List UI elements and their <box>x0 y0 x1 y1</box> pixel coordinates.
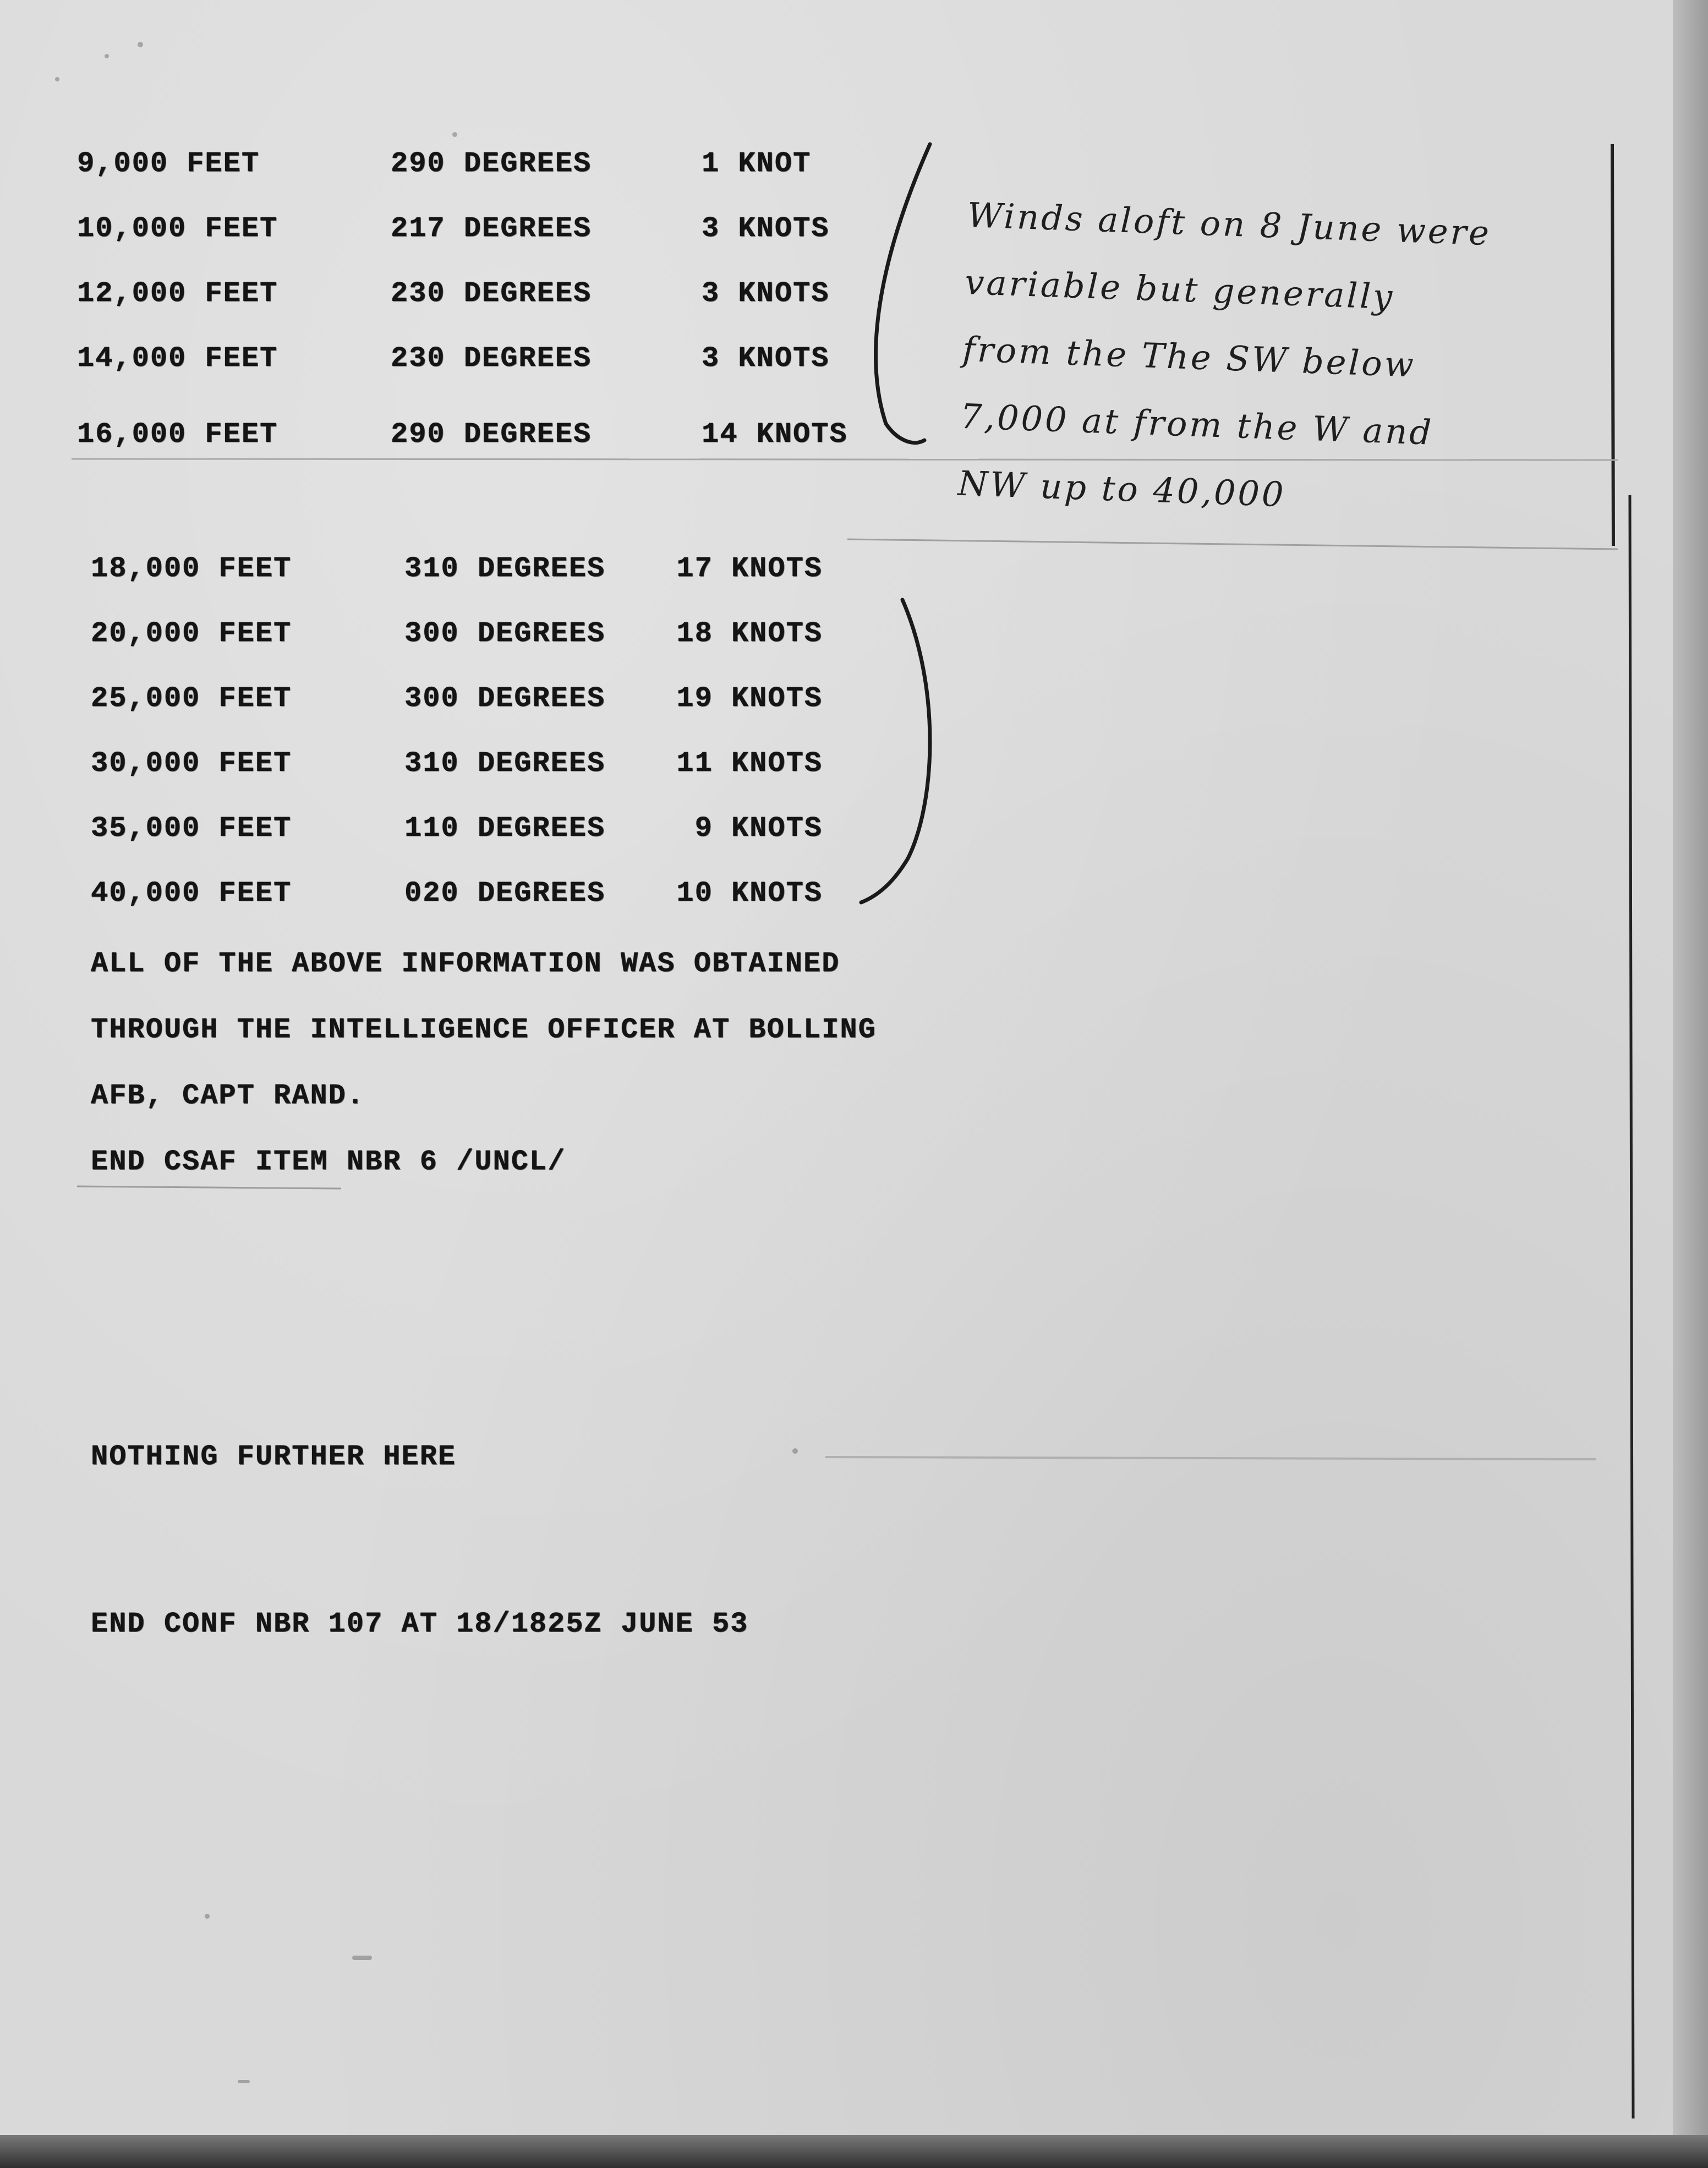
altitude-cell: 14,000 FEET <box>77 342 278 375</box>
separator-line <box>825 1457 1596 1459</box>
speed-cell: 3 KNOTS <box>702 342 830 375</box>
nothing-further-line: NOTHING FURTHER HERE <box>91 1441 457 1473</box>
dust-speck <box>352 1956 372 1960</box>
speed-cell: 19 KNOTS <box>676 682 823 715</box>
body-text-line: AFB, CAPT RAND. <box>91 1080 365 1112</box>
direction-cell: 110 DEGREES <box>404 812 606 845</box>
speed-cell: 18 KNOTS <box>676 617 823 650</box>
direction-cell: 300 DEGREES <box>404 682 606 715</box>
direction-cell: 310 DEGREES <box>404 747 606 780</box>
speed-cell: 9 KNOTS <box>694 812 823 845</box>
dust-speck <box>792 1448 798 1454</box>
altitude-cell: 16,000 FEET <box>77 418 278 451</box>
dust-speck <box>105 54 109 58</box>
dust-speck <box>205 1914 210 1919</box>
scan-edge-bottom <box>0 2135 1708 2168</box>
separator-line <box>72 459 1618 460</box>
altitude-cell: 12,000 FEET <box>77 277 278 310</box>
direction-cell: 310 DEGREES <box>404 552 606 585</box>
direction-cell: 300 DEGREES <box>404 617 606 650</box>
end-conf-line: END CONF NBR 107 AT 18/1825Z JUNE 53 <box>91 1608 749 1640</box>
direction-cell: 290 DEGREES <box>391 147 592 180</box>
altitude-cell: 25,000 FEET <box>91 682 292 715</box>
upper-bracket-mark <box>876 144 930 443</box>
handwritten-note-line: Winds aloft on 8 June were <box>966 194 1492 254</box>
dust-speck <box>138 42 143 47</box>
altitude-cell: 40,000 FEET <box>91 877 292 910</box>
body-text-line: THROUGH THE INTELLIGENCE OFFICER AT BOLLING <box>91 1014 877 1046</box>
altitude-cell: 9,000 FEET <box>77 147 260 180</box>
separator-line <box>847 539 1618 549</box>
altitude-cell: 10,000 FEET <box>77 212 278 245</box>
altitude-cell: 18,000 FEET <box>91 552 292 585</box>
handwritten-note-line: variable but generally <box>964 261 1395 317</box>
handwritten-note-line: 7,000 at from the W and <box>959 396 1435 453</box>
direction-cell: 217 DEGREES <box>391 212 592 245</box>
altitude-cell: 20,000 FEET <box>91 617 292 650</box>
scan-edge-right <box>1673 0 1708 2135</box>
speed-cell: 17 KNOTS <box>676 552 823 585</box>
vertical-rule-mark <box>1630 495 1633 2118</box>
speed-cell: 3 KNOTS <box>702 277 830 310</box>
dust-speck <box>55 77 59 81</box>
body-text-line: ALL OF THE ABOVE INFORMATION WAS OBTAINED <box>91 948 840 980</box>
lower-bracket-mark <box>861 600 930 902</box>
direction-cell: 290 DEGREES <box>391 418 592 451</box>
end-item-line: END CSAF ITEM NBR 6 /UNCL/ <box>91 1146 566 1178</box>
direction-cell: 020 DEGREES <box>404 877 606 910</box>
dust-speck <box>238 2080 250 2083</box>
speed-cell: 1 KNOT <box>702 147 812 180</box>
speed-cell: 3 KNOTS <box>702 212 830 245</box>
direction-cell: 230 DEGREES <box>391 342 592 375</box>
speed-cell: 10 KNOTS <box>676 877 823 910</box>
handwritten-note-line: NW up to 40,000 <box>957 463 1287 515</box>
separator-line <box>77 1186 341 1189</box>
speed-cell: 14 KNOTS <box>702 418 848 451</box>
direction-cell: 230 DEGREES <box>391 277 592 310</box>
dust-speck <box>452 132 457 137</box>
altitude-cell: 30,000 FEET <box>91 747 292 780</box>
altitude-cell: 35,000 FEET <box>91 812 292 845</box>
speed-cell: 11 KNOTS <box>676 747 823 780</box>
handwritten-note-line: from the The SW below <box>962 329 1417 385</box>
vertical-rule-mark <box>1612 144 1613 546</box>
